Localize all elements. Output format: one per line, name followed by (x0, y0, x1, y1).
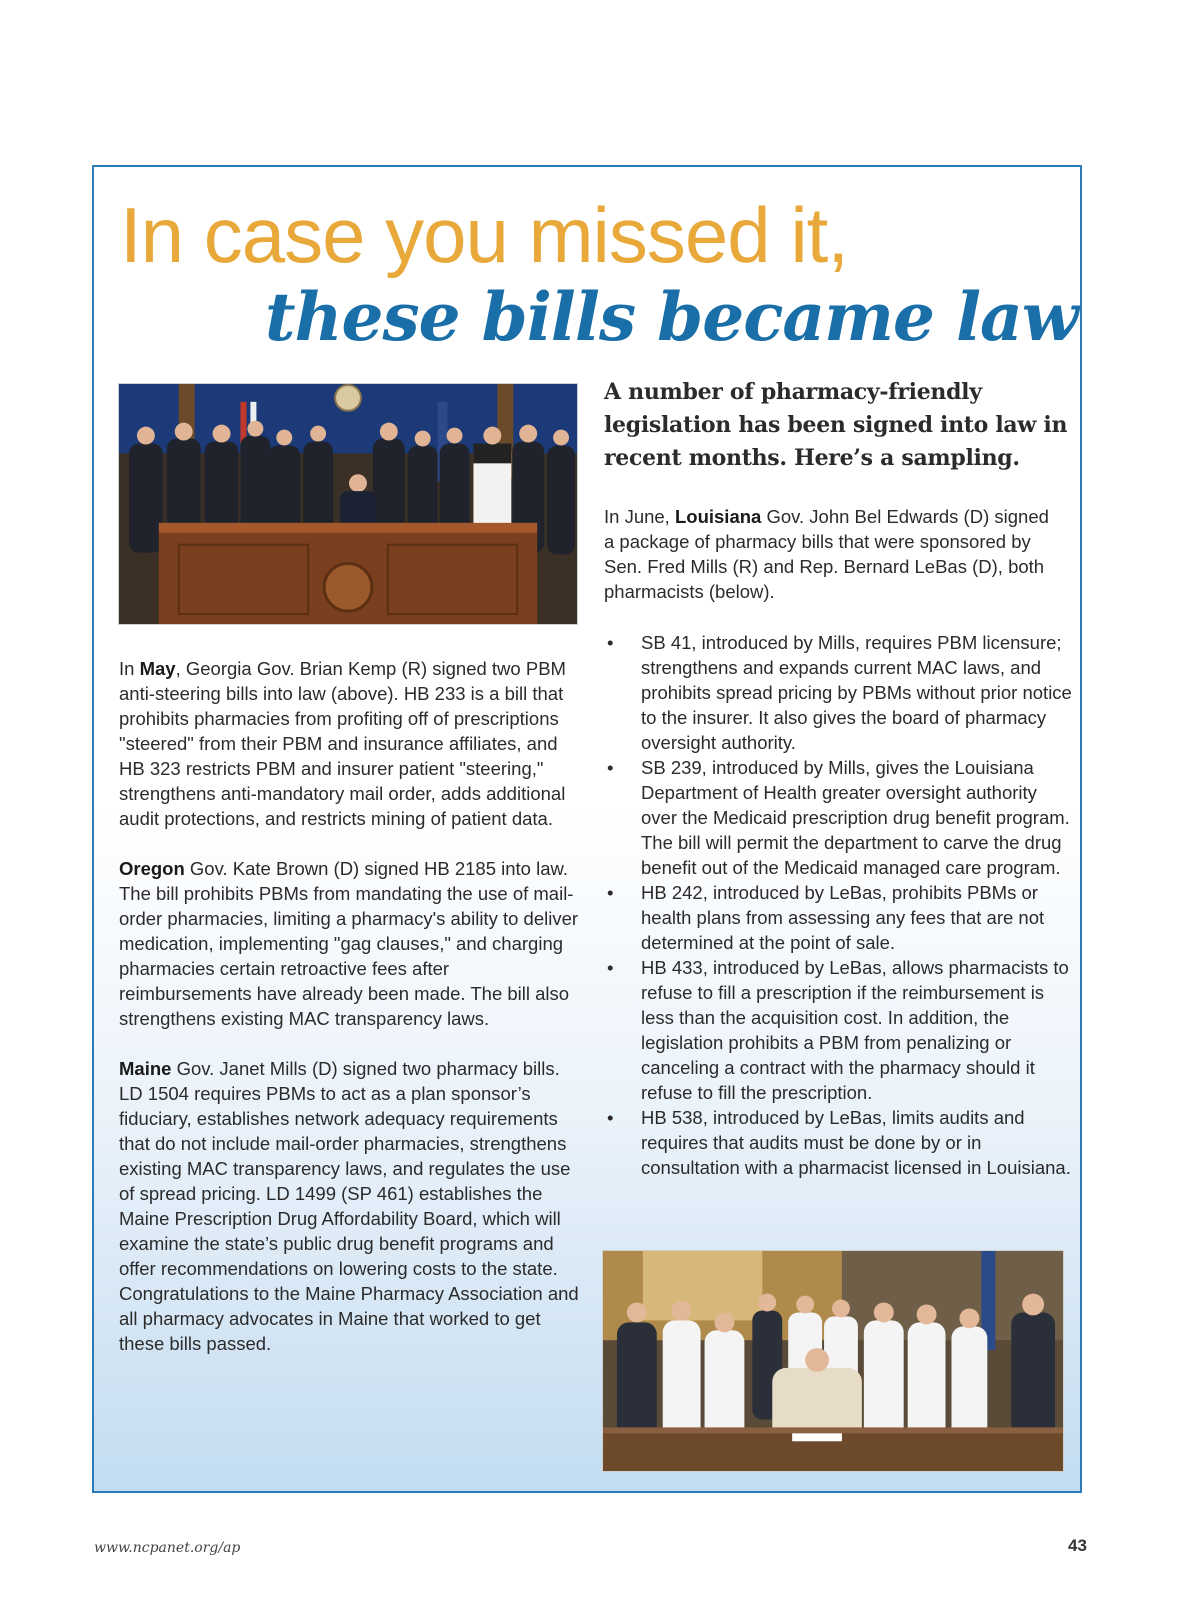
bill-list-item (604, 955, 1074, 1105)
bill-text: SB 41, introduced by Mills, requires PBM licensure; strengthens and expands current MAC laws, and prohibits spread pricing by PBMs without prior notice to the insurer. It also gives the board of pharmacy oversight authority. (641, 632, 1072, 753)
bill-list-item (604, 1105, 1074, 1180)
louisiana-intro (604, 504, 1064, 604)
georgia-lead: In (119, 658, 140, 679)
bill-list-item (604, 880, 1074, 955)
oregon-state: Oregon (119, 858, 185, 879)
maine-paragraph (119, 1056, 579, 1356)
bill-list-item (604, 630, 1074, 755)
oregon-body: Gov. Kate Brown (D) signed HB 2185 into law. The bill prohibits PBMs from mandating the use of mail-order pharmacies, limiting a pharmacy's ability to deliver medication, implementing "gag clauses," and charging pharmacies certain retroactive fees after reimbursements have already been made. The bill also strengthens existing MAC transparency laws. (119, 858, 579, 1029)
bullet-dot: • (607, 957, 614, 978)
page-number: 43 (1068, 1536, 1087, 1555)
footer-url: www.ncpanet.org/ap (94, 1540, 241, 1556)
headline-line1: In case you missed it, (120, 191, 848, 279)
headline-line2: these bills became law (265, 278, 1078, 356)
georgia-paragraph (119, 656, 579, 831)
georgia-signing-photo-image (119, 384, 577, 624)
oregon-paragraph (119, 856, 579, 1031)
left-column (119, 656, 579, 1356)
louisiana-body: Gov. John Bel Edwards (D) signed a package of pharmacy bills that were sponsored by Sen. Fred Mills (R) and Rep. Bernard LeBas (D), both pharmacists (below). (604, 506, 1049, 602)
louisiana-state: Louisiana (674, 506, 762, 527)
article-deck: A number of pharmacy-friendly legislation has been signed into law in recent months. Here’s a sampling. (604, 379, 1068, 471)
louisiana-signing-photo (602, 1250, 1064, 1472)
bullet-dot: • (607, 882, 614, 903)
georgia-body: , Georgia Gov. Brian Kemp (R) signed two PBM anti-steering bills into law (above). HB 233 is a bill that prohibits pharmacies from profiting off of prescriptions "steered" from their PBM and insurance affiliates, and HB 323 restricts PBM and insurer patient "steering," strengthens anti-mandatory mail order, adds additional audit protections, and restricts mining of patient data. (119, 658, 566, 829)
bill-text: HB 242, introduced by LeBas, prohibits PBMs or health plans from assessing any fees that are not determined at the point of sale. (641, 882, 1045, 953)
bullet-dot: • (607, 757, 614, 778)
maine-state: Maine (119, 1058, 172, 1079)
maine-body: Gov. Janet Mills (D) signed two pharmacy bills. LD 1504 requires PBMs to act as a plan sponsor’s fiduciary, establishes network adequacy requirements that do not include mail-order pharmacies, strengthens existing MAC transparency laws, and regulates the use of spread pricing. LD 1499 (SP 461) establishes the Maine Prescription Drug Affordability Board, which will examine the state’s public drug benefit programs and offer recommendations on lowering costs to the state. Congratulations to the Maine Pharmacy Association and all pharmacy advocates in Maine that worked to get these bills passed. (119, 1058, 579, 1354)
louisiana-signing-photo-image (603, 1251, 1063, 1471)
georgia-month: May (139, 658, 176, 679)
georgia-signing-photo (118, 383, 578, 625)
bill-list-item (604, 755, 1074, 880)
louisiana-bill-list (604, 630, 1074, 1180)
bullet-dot: • (607, 632, 614, 653)
bill-text: HB 433, introduced by LeBas, allows pharmacists to refuse to fill a prescription if the reimbursement is less than the acquisition cost. In addition, the legislation prohibits a PBM from penalizing or canceling a contract with the pharmacy should it refuse to fill the prescription. (641, 957, 1069, 1103)
bill-text: HB 538, introduced by LeBas, limits audits and requires that audits must be done by or in consultation with a pharmacist licensed in Louisiana. (641, 1107, 1071, 1178)
bullet-dot: • (607, 1107, 614, 1128)
louisiana-lead: In June, (604, 506, 675, 527)
bill-text: SB 239, introduced by Mills, gives the Louisiana Department of Health greater oversight authority over the Medicaid prescription drug benefit program. The bill will permit the department to carve the drug benefit out of the Medicaid managed care program. (641, 757, 1070, 878)
